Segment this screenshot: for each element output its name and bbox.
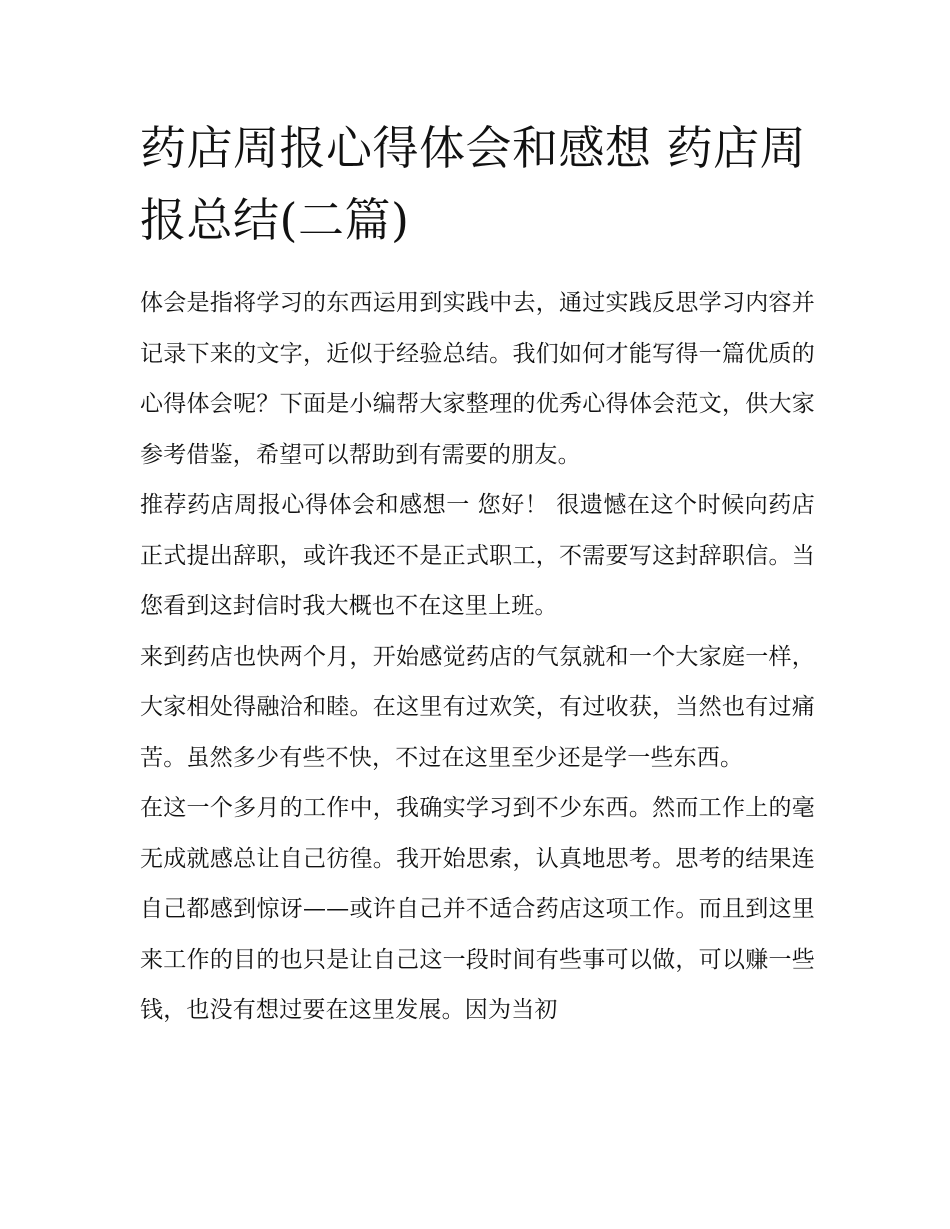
paragraph-recommendation: 推荐药店周报心得体会和感想一 您好！ 很遗憾在这个时候向药店正式提出辞职，或许我还不是正式职工，不需要写这封辞职信。当您看到这封信时我大概也不在这里上班。: [140, 492, 815, 619]
paragraph-reflection: 在这一个多月的工作中，我确实学习到不少东西。然而工作上的毫无成就感总让自己彷徨。我开始思索，认真地思考。思考的结果连自己都感到惊讶——或许自己并不适合药店这项工作。而且到这里来工作的目的也只是让自己这一段时间有些事可以做，可以赚一些钱，也没有想过要在这里发展。因为当初: [140, 795, 815, 1023]
document-title: 药店周报心得体会和感想 药店周报总结(二篇): [140, 121, 807, 247]
paragraph-arrival: 来到药店也快两个月，开始感觉药店的气氛就和一个大家庭一样，大家相处得融洽和睦。在这里有过欢笑，有过收获，当然也有过痛苦。虽然多少有些不快，不过在这里至少还是学一些东西。: [140, 643, 815, 771]
paragraph-intro: 体会是指将学习的东西运用到实践中去，通过实践反思学习内容并记录下来的文字，近似于经验总结。我们如何才能写得一篇优质的心得体会呢？下面是小编帮大家整理的优秀心得体会范文，供大家参考借鉴，希望可以帮助到有需要的朋友。: [140, 290, 815, 468]
document-body: [140, 112, 815, 1036]
